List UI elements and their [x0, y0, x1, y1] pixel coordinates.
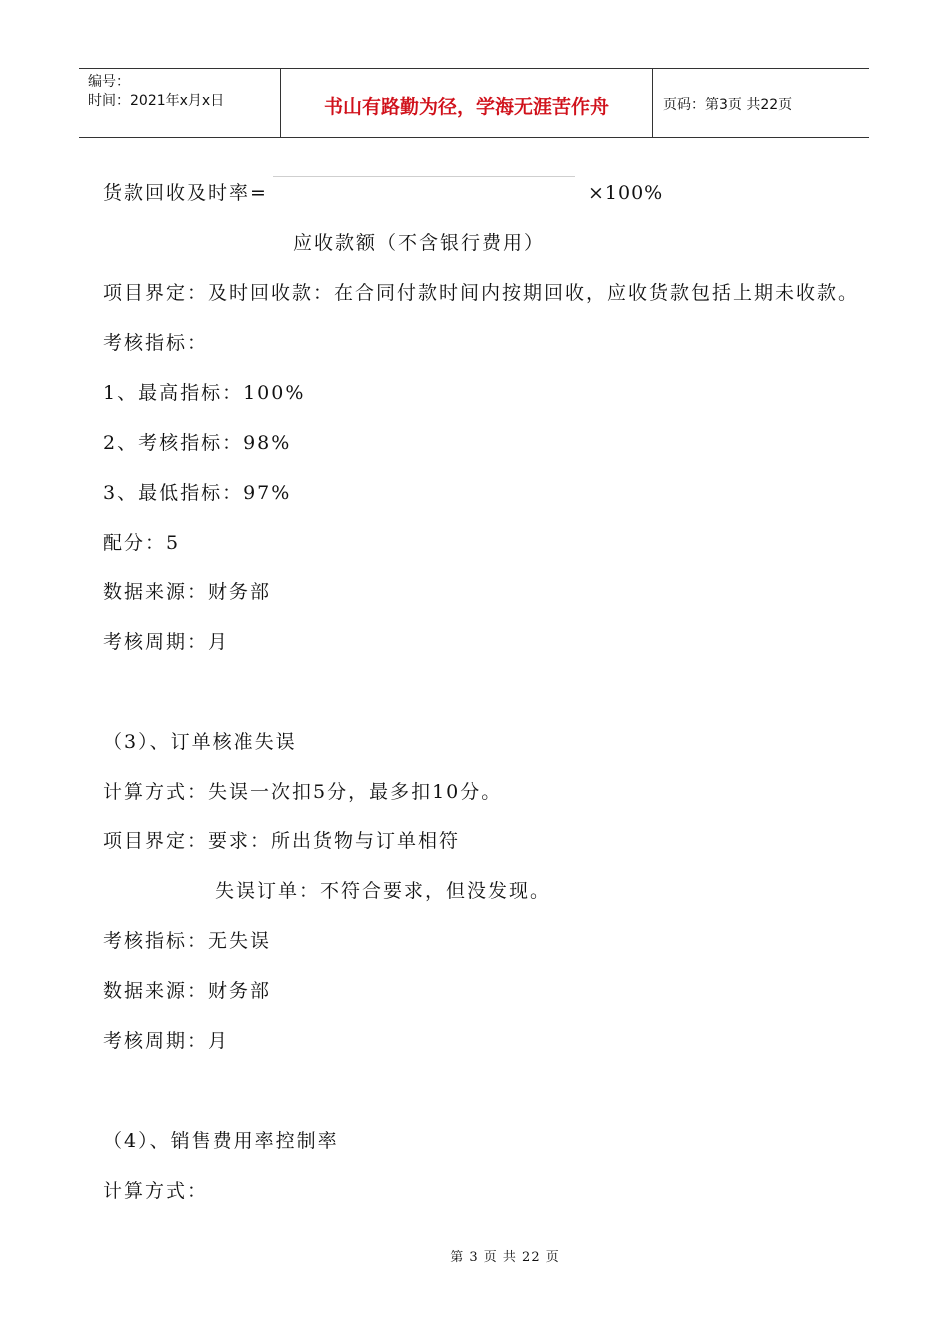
- kpi-item-3: 3、最低指标：97%: [103, 482, 292, 504]
- header-meta-cell: [79, 69, 281, 137]
- period-1: 考核周期：月: [103, 631, 230, 653]
- kpi-item-2: 2、考核指标：98%: [103, 432, 292, 454]
- data-source-3: 数据来源：财务部: [103, 980, 272, 1002]
- item-definition-3: 项目界定：要求：所出货物与订单相符: [103, 830, 461, 852]
- header-number-label: 编号：: [88, 74, 130, 90]
- formula-left: 货款回收及时率=: [103, 182, 268, 204]
- section-3-title: （3）、订单核准失误: [103, 731, 297, 753]
- page-footer: 第 3 页 共 22 页: [450, 1250, 560, 1265]
- header-page-label: 页码：第3页 共22页: [663, 97, 793, 113]
- formula-denominator: 应收款额（不含银行费用）: [293, 232, 546, 254]
- header-motto: 书山有路勤为径，学海无涯苦作舟: [281, 69, 653, 137]
- score-line: 配分：5: [103, 532, 181, 554]
- formula-right: ×100%: [588, 182, 664, 204]
- fraction-divider: [273, 176, 575, 177]
- item-definition-1: 项目界定：及时回收款：在合同付款时间内按期回收，应收货款包括上期未收款。: [103, 282, 860, 304]
- section-4-title: （4）、销售费用率控制率: [103, 1130, 339, 1152]
- header-date-label: 时间：2021年x月x日: [88, 93, 225, 109]
- data-source-1: 数据来源：财务部: [103, 581, 272, 603]
- kpi-label: 考核指标：: [103, 332, 209, 354]
- page-header: [79, 68, 869, 138]
- item-definition-3b: 失误订单：不符合要求，但没发现。: [215, 880, 552, 902]
- calc-method-4: 计算方式：: [103, 1180, 209, 1202]
- calc-method-3: 计算方式：失误一次扣5分，最多扣10分。: [103, 781, 503, 803]
- period-3: 考核周期：月: [103, 1030, 230, 1052]
- kpi-item-1: 1、最高指标：100%: [103, 382, 306, 404]
- kpi-3-line: 考核指标：无失误: [103, 930, 272, 952]
